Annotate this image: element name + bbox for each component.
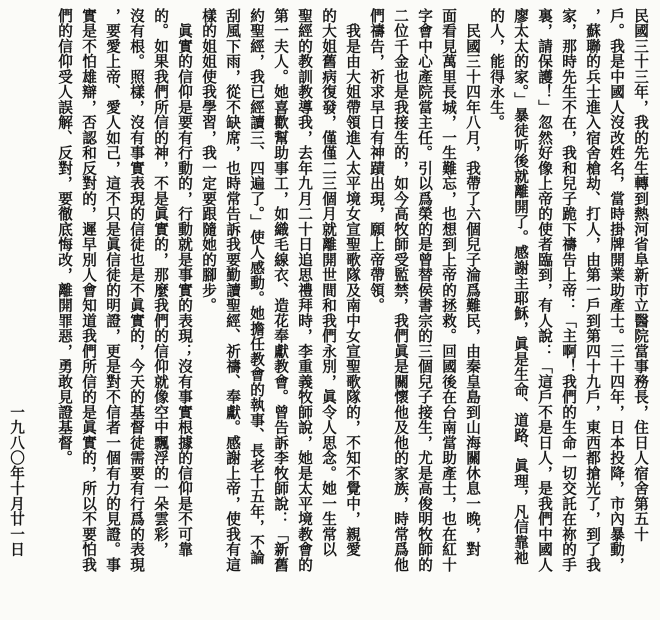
text-column: 眞實的信仰是要有行動的，行動就是事實的表現；沒有事實根據的信仰是不可靠 <box>176 8 193 557</box>
text-column: 約聖經，我已經讀三、四遍了。」使人感動。她擔任教會的執事、長老十五年，不論 <box>248 8 265 565</box>
text-column: 廖太太的家。」暴徒听後就離開了。感謝主耶穌，眞是生命、道路、眞理，凡信靠祂 <box>512 8 529 565</box>
text-column: 二位千金也是我接生的，如今高牧師受監禁，我們眞是關懷他及他的家族，時常爲他 <box>392 8 409 573</box>
text-column: 面看見萬里長城，一生難忘，也想到上帝的拯救。回國後在台南當助產士，也在紅十 <box>440 8 457 573</box>
text-column: 們的信仰受人誤解、反對，要徹底悔改，離開罪惡，勇敢見證基督。 <box>56 8 73 466</box>
text-column: 樣的姐姐使我學習，我一定要跟隨她的腳步。 <box>200 8 217 313</box>
text-column: 一九八〇年十月廿一日 <box>8 8 25 557</box>
text-column: 字會中心產院當主任。引以爲榮的是曾替侯書宗的三個兒子接生，尤是高俊明牧師的 <box>416 8 433 573</box>
text-column: 聖經的教訓教導我，去年九月二十日追思禮拜時，李重義牧師說，她是太平境教會的 <box>296 8 313 573</box>
text-column: 裏，請保護！」忽然好像上帝的使者臨到，有人說：「這戶不是日人，是我們中國人 <box>536 8 553 573</box>
text-column: 們禱告，祈求早日有神蹟出現，願上帝帶領。 <box>368 8 385 313</box>
text-column: 家，那時先生不在，我和兒子跪下禱告上帝：「主啊！我們的生命一切交託在祢的手 <box>560 8 577 573</box>
text-column: 民國三十四年八月，我帶了六個兒子淪爲難民，由秦皇島到山海關休息一晚，對 <box>464 8 481 557</box>
text-column: 沒有根。照樣，沒有事實表現的信徒也是不眞實的，今天的基督徒需要有行爲的表現 <box>128 8 145 573</box>
text-column: 實是不怕雄辯，否認和反對的，遲早別人會知道我們所信的是眞實的，所以不要怕我 <box>80 8 97 573</box>
text-column: 戶。我是中國人沒改姓名，當時掛牌開業助產士。三十四年，日本投降，市內暴動， <box>608 8 625 573</box>
text-column: ，要愛上帝、愛人如己，這不只是眞信徒的明證，更是對不信者一個有力的見證。事 <box>104 8 121 573</box>
text-column <box>28 8 52 608</box>
text-column: 的大姐舊病復發，僅僅二三個月就離開世間和我們永別，眞令人思念。她一生常以 <box>320 8 337 557</box>
text-column: 我是由大姐帶領進入太平境女宣聖歌隊及南中女宣聖歌隊的，不知不覺中，親愛 <box>344 8 361 557</box>
text-column: 刮風下雨，從不缺席，也時常告訴我要勤讀聖經、祈禱、奉獻。感謝上帝，使我有這 <box>224 8 241 573</box>
text-column: 的。如果我們所信的神，不是眞實的，那麼我們的信仰就像空中飄浮的一朵雲彩， <box>152 8 169 557</box>
text-column: ，蘇聯的兵士進入宿舍槍劫、打人，由第一戶到第四十九戶，東西都搶光了，到了我 <box>584 8 601 573</box>
text-column: 民國三十三年，我的先生轉到熱河省阜新市立醫院當事務長，住日人宿舍第五十 <box>632 8 649 542</box>
text-column: 的人，能得永生。 <box>488 8 505 130</box>
text-column: 第一夫人。她喜歡幫助事工，如織毛線衣、造花奉獻教會。曾告訴李牧師說：「新舊 <box>272 8 289 573</box>
